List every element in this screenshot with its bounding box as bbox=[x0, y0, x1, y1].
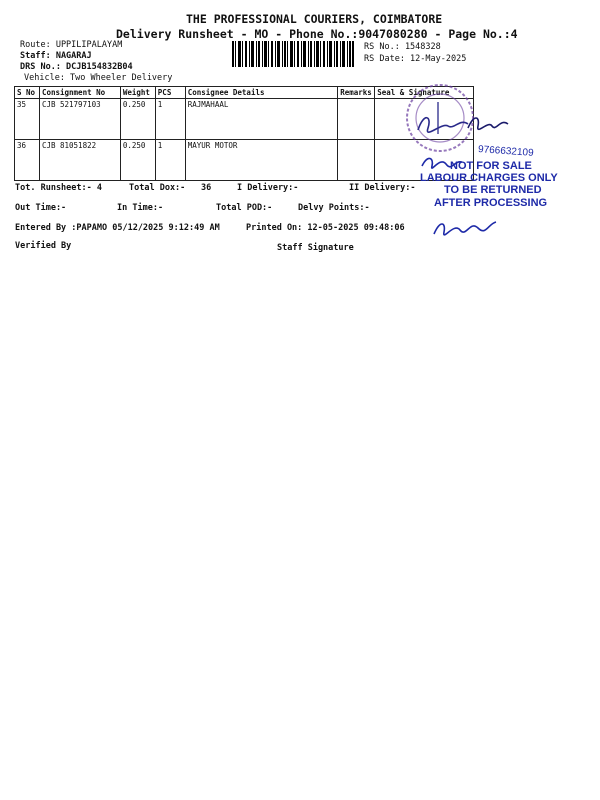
i-delivery: I Delivery:- bbox=[237, 183, 299, 193]
total-dox-label: Total Dox:- bbox=[129, 183, 186, 193]
total-pod: Total POD:- bbox=[216, 203, 273, 213]
drs-no: DRS No.: DCJB154832B04 bbox=[20, 62, 133, 72]
delvy-points: Delvy Points:- bbox=[298, 203, 370, 213]
stamp-line2: LABOUR CHARGES ONLY bbox=[420, 172, 558, 184]
cell-consignee: RAJMAHAAL bbox=[185, 99, 337, 140]
rs-no: RS No.: 1548328 bbox=[364, 42, 441, 52]
rs-date: RS Date: 12-May-2025 bbox=[364, 54, 467, 64]
col-header-seal: Seal & Signature bbox=[375, 87, 474, 99]
vehicle: Vehicle: Two Wheeler Delivery bbox=[24, 73, 173, 83]
stamp-line1: NOT FOR SALE bbox=[450, 160, 532, 172]
cell-pcs: 1 bbox=[155, 140, 185, 181]
total-dox-value: 36 bbox=[201, 183, 212, 193]
cell-sno: 35 bbox=[15, 99, 40, 140]
staff-signature: Staff Signature bbox=[277, 243, 354, 253]
col-header-pcs: PCS bbox=[155, 87, 185, 99]
printed-on: Printed On: 12-05-2025 09:48:06 bbox=[246, 223, 405, 233]
cell-weight: 0.250 bbox=[120, 99, 155, 140]
cell-consignment: CJB 81051822 bbox=[39, 140, 120, 181]
verified-by: Verified By bbox=[15, 241, 72, 251]
company-title: THE PROFESSIONAL COURIERS, COIMBATORE bbox=[186, 12, 443, 26]
signature-icon bbox=[466, 110, 510, 134]
cell-sno: 36 bbox=[15, 140, 40, 181]
stamp-phone: 9766632109 bbox=[477, 144, 534, 159]
cell-consignee: MAYUR MOTOR bbox=[185, 140, 337, 181]
stamp-line4: AFTER PROCESSING bbox=[434, 197, 548, 209]
out-time: Out Time:- bbox=[15, 203, 67, 213]
cell-weight: 0.250 bbox=[120, 140, 155, 181]
ii-delivery: II Delivery:- bbox=[349, 183, 416, 193]
runsheet-subtitle: Delivery Runsheet - MO - Phone No.:9047080280 - Page No.:4 bbox=[116, 27, 518, 41]
in-time: In Time:- bbox=[117, 203, 164, 213]
col-header-remarks: Remarks bbox=[338, 87, 375, 99]
staff: Staff: NAGARAJ bbox=[20, 51, 92, 61]
bottom-signature-icon bbox=[430, 214, 500, 240]
col-header-consignment: Consignment No bbox=[39, 87, 120, 99]
col-header-weight: Weight bbox=[120, 87, 155, 99]
route: Route: UPPILIPALAYAM bbox=[20, 40, 123, 50]
barcode bbox=[232, 41, 354, 67]
tot-runsheet: Tot. Runsheet:- 4 bbox=[15, 183, 102, 193]
col-header-consignee: Consignee Details bbox=[185, 87, 337, 99]
cell-consignment: CJB 521797103 bbox=[39, 99, 120, 140]
cell-pcs: 1 bbox=[155, 99, 185, 140]
stamp-line3: TO BE RETURNED bbox=[444, 184, 542, 196]
cell-remarks bbox=[338, 99, 375, 140]
col-header-sno: S No bbox=[15, 87, 40, 99]
cell-remarks bbox=[338, 140, 375, 181]
entered-by: Entered By :PAPAMO 05/12/2025 9:12:49 AM bbox=[15, 223, 220, 233]
